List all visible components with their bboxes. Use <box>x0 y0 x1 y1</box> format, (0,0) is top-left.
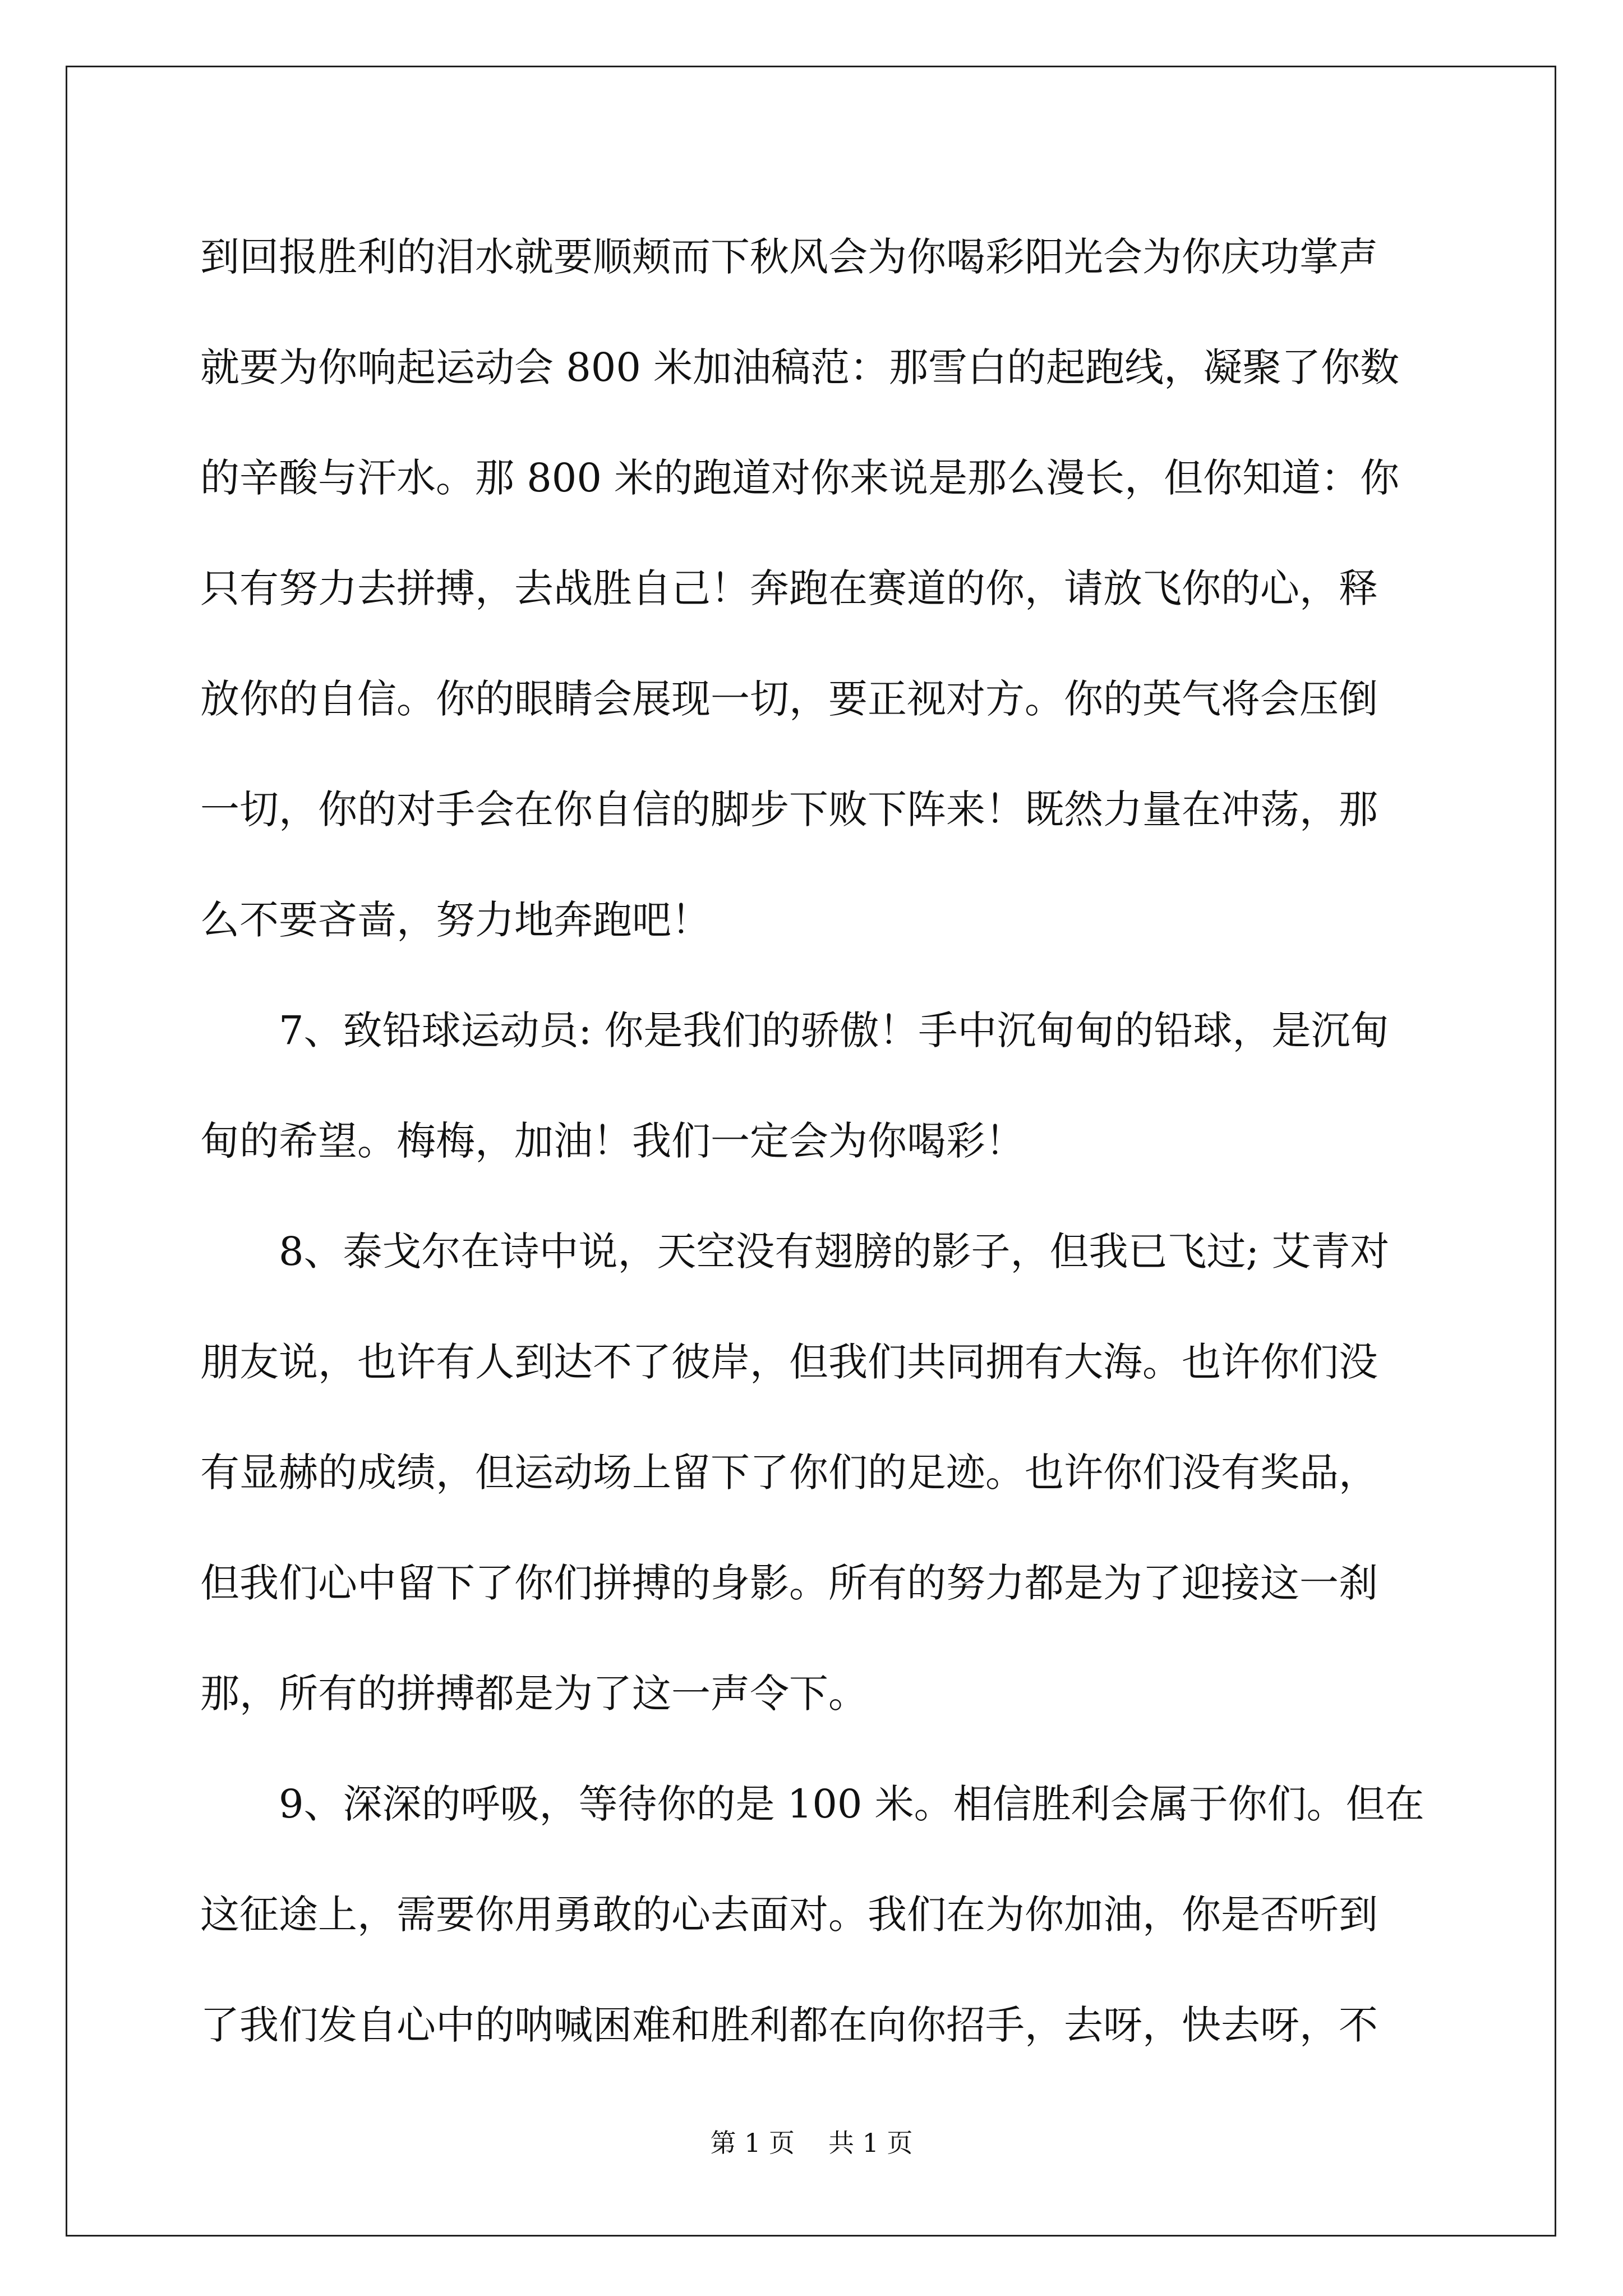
text-line-10: 8、泰戈尔在诗中说，天空没有翅膀的影子，但我已飞过; 艾青对 <box>279 1228 1390 1274</box>
document-body <box>200 202 1434 2081</box>
text-line-6: 一切，你的对手会在你自信的脚步下败下阵来！既然力量在冲荡，那 <box>200 786 1378 832</box>
text-line-8: 7、致铅球运动员: 你是我们的骄傲！手中沉甸甸的铅球，是沉甸 <box>279 1007 1390 1053</box>
text-line-17: 了我们发自心中的呐喊困难和胜利都在向你招手，去呀，快去呀，不 <box>200 2002 1378 2048</box>
page-footer <box>0 2126 1623 2160</box>
text-line-2: 就要为你响起运动会 800 米加油稿范：那雪白的起跑线，凝聚了你数 <box>200 344 1400 390</box>
text-line-9: 甸的希望。梅梅，加油！我们一定会为你喝彩！ <box>200 1118 1025 1164</box>
text-line-14: 那，所有的拼搏都是为了这一声令下。 <box>200 1671 868 1717</box>
text-line-11: 朋友说，也许有人到达不了彼岸，但我们共同拥有大海。也许你们没 <box>200 1339 1378 1385</box>
page-total: 共 1 页 <box>828 2128 913 2158</box>
text-line-5: 放你的自信。你的眼睛会展现一切，要正视对方。你的英气将会压倒 <box>200 676 1378 722</box>
page-number: 第 1 页 <box>710 2128 795 2158</box>
text-line-12: 有显赫的成绩，但运动场上留下了你们的足迹。也许你们没有奖品， <box>200 1450 1378 1496</box>
text-line-7: 么不要吝啬，努力地奔跑吧！ <box>200 897 711 943</box>
text-line-16: 这征途上，需要你用勇敢的心去面对。我们在为你加油，你是否听到 <box>200 1892 1378 1938</box>
text-line-4: 只有努力去拼搏，去战胜自己！奔跑在赛道的你，请放飞你的心，释 <box>200 565 1378 611</box>
text-line-1: 到回报胜利的泪水就要顺颊而下秋风会为你喝彩阳光会为你庆功掌声 <box>200 234 1378 280</box>
text-line-3: 的辛酸与汗水。那 800 米的跑道对你来说是那么漫长，但你知道：你 <box>200 455 1400 501</box>
text-line-13: 但我们心中留下了你们拼搏的身影。所有的努力都是为了迎接这一刹 <box>200 1560 1378 1606</box>
text-line-15: 9、深深的呼吸，等待你的是 100 米。相信胜利会属于你们。但在 <box>279 1781 1424 1827</box>
